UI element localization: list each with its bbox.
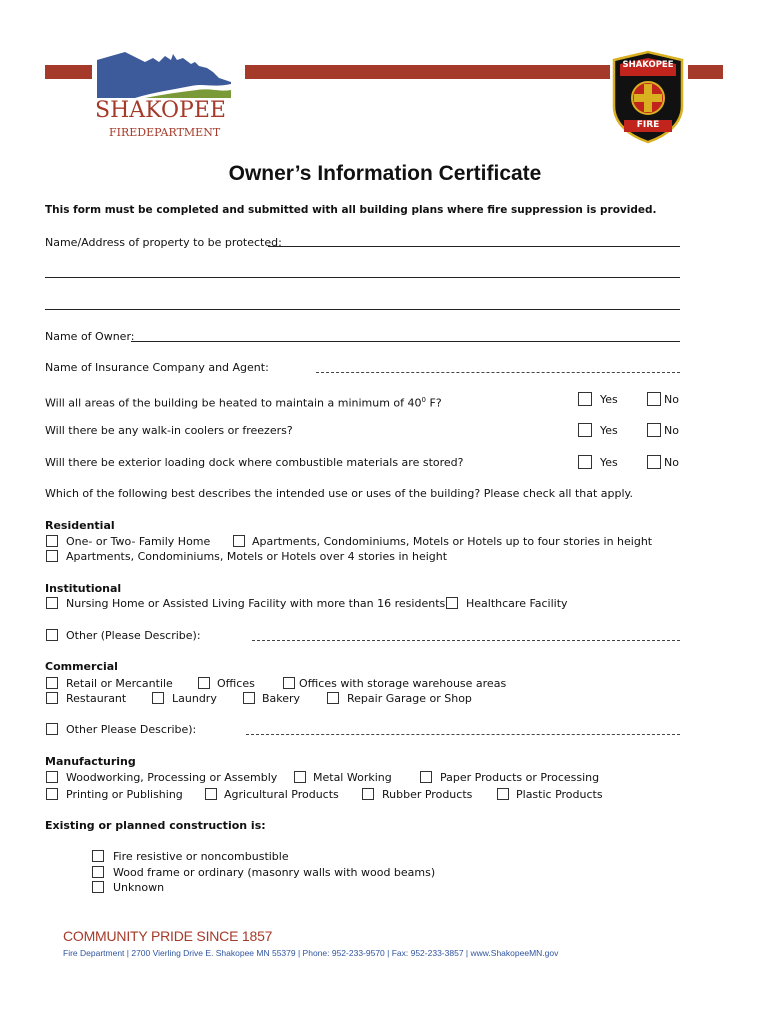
coolers-no-checkbox[interactable] (647, 423, 661, 437)
coolers-yes-label: Yes (600, 424, 618, 437)
heating-no-label: No (664, 393, 679, 406)
residential-apartments-high-label: Apartments, Condominiums, Motels or Hotels over 4 stories in height (66, 550, 448, 563)
manufacturing-agricultural-checkbox[interactable] (205, 788, 217, 800)
commercial-offices-checkbox[interactable] (198, 677, 210, 689)
commercial-laundry-label: Laundry (172, 692, 217, 705)
address-field-line-1[interactable] (268, 246, 680, 247)
footer-slogan: COMMUNITY PRIDE SINCE 1857 (63, 928, 273, 944)
coolers-yes-checkbox[interactable] (578, 423, 592, 437)
manufacturing-paper-products-label: Paper Products or Processing (440, 771, 600, 784)
page-title: Owner’s Information Certificate (228, 162, 542, 185)
insurance-field-line[interactable] (316, 372, 680, 373)
header-bar-left (45, 65, 92, 79)
loading-dock-yes-label: Yes (600, 456, 618, 469)
commercial-offices-warehouse-label: Offices with storage warehouse areas (299, 677, 507, 690)
loading-dock-no-label: No (664, 456, 679, 469)
address-field-line-2[interactable] (45, 277, 680, 278)
shakopee-logo (95, 48, 240, 143)
institutional-healthcare-checkbox[interactable] (446, 597, 458, 609)
institutional-other-checkbox[interactable] (46, 629, 58, 641)
manufacturing-plastic-checkbox[interactable] (497, 788, 509, 800)
commercial-bakery-checkbox[interactable] (243, 692, 255, 704)
badge-top-text: SHAKOPEE (622, 60, 674, 70)
question-heating-sup: 0 (421, 396, 426, 404)
fire-department-badge (610, 50, 686, 144)
manufacturing-metal-working-checkbox[interactable] (294, 771, 306, 783)
construction-fire-resistive-label: Fire resistive or noncombustible (113, 850, 289, 863)
address-label: Name/Address of property to be protected: (45, 236, 282, 249)
heating-yes-checkbox[interactable] (578, 392, 592, 406)
loading-dock-no-checkbox[interactable] (647, 455, 661, 469)
institutional-healthcare-label: Healthcare Facility (466, 597, 568, 610)
commercial-offices-warehouse-checkbox[interactable] (283, 677, 295, 689)
construction-unknown-checkbox[interactable] (92, 881, 104, 893)
question-heating-text: Will all areas of the building be heated to maintain a minimum of 40 (45, 396, 422, 410)
manufacturing-metal-working-label: Metal Working (313, 771, 392, 784)
commercial-restaurant-checkbox[interactable] (46, 692, 58, 704)
footer-contact: Fire Department | 2700 Vierling Drive E. Shakopee MN 55379 | Phone: 952-233-9570 | Fax: 952-233-3857 | www.ShakopeeMN.gov (63, 948, 559, 958)
commercial-retail-checkbox[interactable] (46, 677, 58, 689)
manufacturing-woodworking-label: Woodworking, Processing or Assembly (66, 771, 278, 784)
badge-bottom-text: FIRE (636, 120, 660, 130)
construction-heading: Existing or planned construction is: (45, 819, 266, 832)
construction-unknown-label: Unknown (113, 881, 165, 894)
commercial-retail-label: Retail or Mercantile (66, 677, 173, 690)
construction-wood-frame-checkbox[interactable] (92, 866, 104, 878)
residential-heading: Residential (45, 519, 115, 532)
question-heating-unit: F? (426, 396, 442, 410)
manufacturing-heading: Manufacturing (45, 755, 136, 768)
commercial-repair-garage-checkbox[interactable] (327, 692, 339, 704)
skyline-logo-icon (95, 48, 240, 100)
header-bar-right-end (688, 65, 723, 79)
residential-one-two-family-label: One- or Two- Family Home (66, 535, 211, 548)
use-prompt: Which of the following best describes the intended use or uses of the building? Please check all that apply. (45, 487, 633, 500)
intro-text: This form must be completed and submitted with all building plans where fire suppression is provided. (45, 204, 657, 216)
commercial-laundry-checkbox[interactable] (152, 692, 164, 704)
header-bar-right (245, 65, 610, 79)
manufacturing-printing-label: Printing or Publishing (66, 788, 183, 801)
question-coolers: Will there be any walk-in coolers or freezers? (45, 424, 293, 437)
heating-no-checkbox[interactable] (647, 392, 661, 406)
coolers-no-label: No (664, 424, 679, 437)
manufacturing-paper-products-checkbox[interactable] (420, 771, 432, 783)
manufacturing-rubber-checkbox[interactable] (362, 788, 374, 800)
commercial-other-field-line[interactable] (246, 734, 680, 735)
institutional-other-label: Other (Please Describe): (66, 629, 201, 642)
loading-dock-yes-checkbox[interactable] (578, 455, 592, 469)
residential-apartments-low-checkbox[interactable] (233, 535, 245, 547)
institutional-nursing-home-label: Nursing Home or Assisted Living Facility with more than 16 residents (66, 597, 446, 610)
institutional-other-field-line[interactable] (252, 640, 680, 641)
address-field-line-3[interactable] (45, 309, 680, 310)
institutional-nursing-home-checkbox[interactable] (46, 597, 58, 609)
owner-label: Name of Owner: (45, 330, 135, 343)
commercial-repair-garage-label: Repair Garage or Shop (347, 692, 472, 705)
commercial-bakery-label: Bakery (262, 692, 301, 705)
construction-fire-resistive-checkbox[interactable] (92, 850, 104, 862)
logo-subtitle: FIREDEPARTMENT (109, 126, 221, 139)
heating-yes-label: Yes (600, 393, 618, 406)
manufacturing-agricultural-label: Agricultural Products (224, 788, 339, 801)
residential-one-two-family-checkbox[interactable] (46, 535, 58, 547)
residential-apartments-low-label: Apartments, Condominiums, Motels or Hotels up to four stories in height (252, 535, 653, 548)
commercial-other-label: Other Please Describe): (66, 723, 197, 736)
manufacturing-plastic-label: Plastic Products (516, 788, 603, 801)
commercial-restaurant-label: Restaurant (66, 692, 127, 705)
construction-wood-frame-label: Wood frame or ordinary (masonry walls with wood beams) (113, 866, 436, 879)
manufacturing-rubber-label: Rubber Products (382, 788, 473, 801)
commercial-offices-label: Offices (217, 677, 255, 690)
commercial-heading: Commercial (45, 660, 118, 673)
manufacturing-woodworking-checkbox[interactable] (46, 771, 58, 783)
owner-field-line[interactable] (131, 341, 680, 342)
commercial-other-checkbox[interactable] (46, 723, 58, 735)
question-loading-dock: Will there be exterior loading dock where combustible materials are stored? (45, 456, 464, 469)
manufacturing-printing-checkbox[interactable] (46, 788, 58, 800)
question-heating (45, 393, 442, 411)
residential-apartments-high-checkbox[interactable] (46, 550, 58, 562)
logo-name: SHAKOPEE (95, 98, 226, 123)
institutional-heading: Institutional (45, 582, 122, 595)
insurance-label: Name of Insurance Company and Agent: (45, 361, 269, 374)
